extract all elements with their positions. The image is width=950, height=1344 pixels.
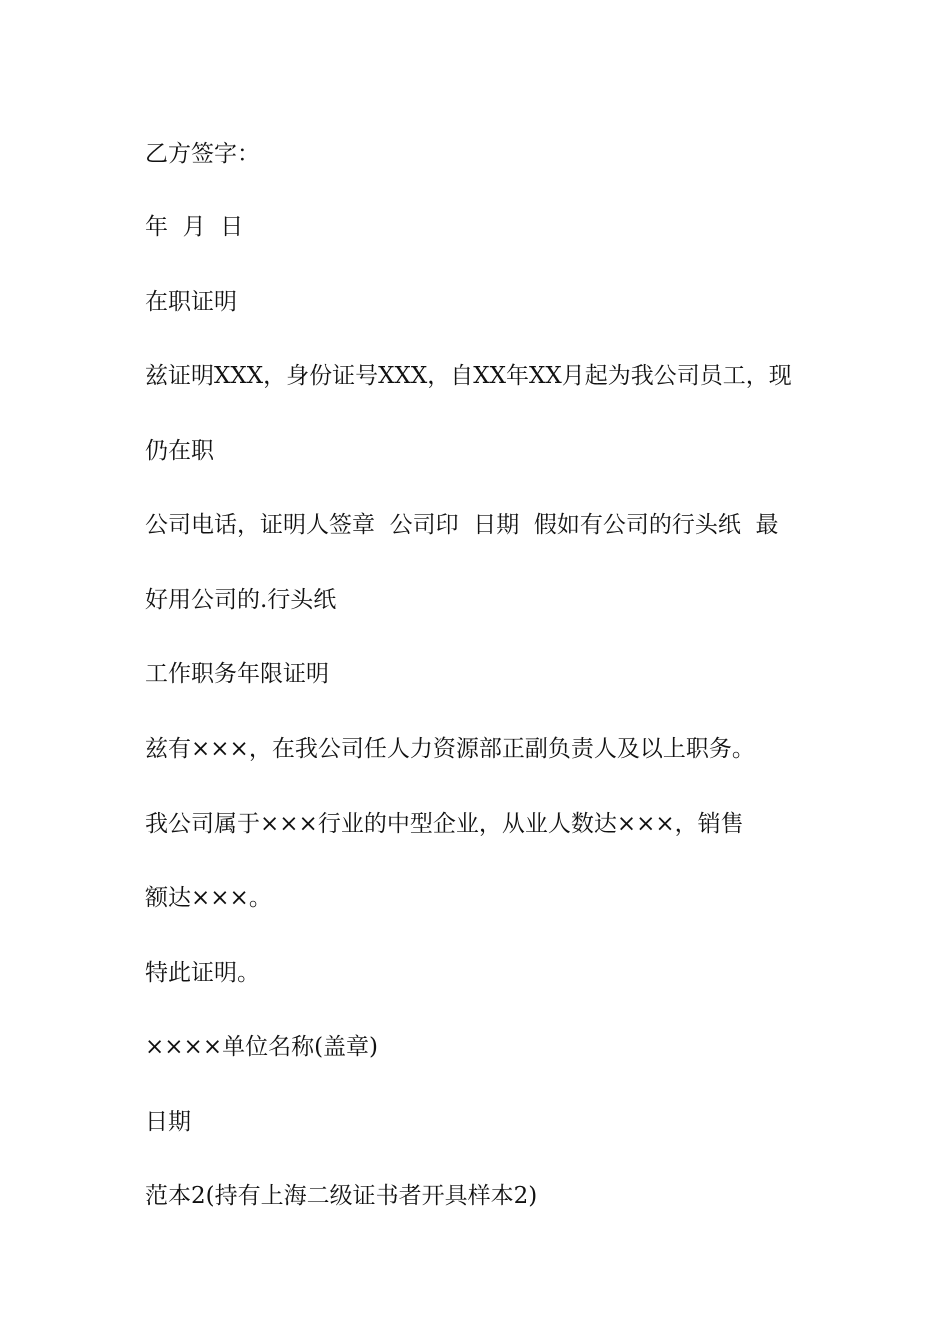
certificate-body-line-2: 仍在职 — [145, 438, 214, 464]
date-line: 日期 — [145, 1109, 191, 1135]
date-placeholder-line: 年 月 日 — [145, 214, 244, 240]
company-info-line-1: 我公司属于×××行业的中型企业，从业人数达×××，销售 — [145, 811, 744, 837]
work-duty-certificate-heading: 工作职务年限证明 — [145, 661, 329, 687]
employment-certificate-heading: 在职证明 — [145, 289, 237, 315]
company-contact-note-line-1: 公司电话，证明人签章 公司印 日期 假如有公司的行头纸 最 — [145, 512, 779, 538]
company-contact-note-line-2: 好用公司的.行头纸 — [145, 587, 337, 613]
unit-name-seal-line: ××××单位名称(盖章) — [145, 1034, 379, 1060]
certificate-body-line-1: 兹证明XXX，身份证号XXX，自XX年XX月起为我公司员工，现 — [145, 363, 792, 389]
party-b-signature-line: 乙方签字： — [145, 141, 260, 167]
company-info-line-2: 额达×××。 — [145, 885, 272, 911]
sample-2-heading: 范本2(持有上海二级证书者开具样本2) — [145, 1183, 538, 1209]
hereby-certify-line: 特此证明。 — [145, 960, 260, 986]
duty-statement-line: 兹有×××，在我公司任人力资源部正副负责人及以上职务。 — [145, 736, 755, 762]
